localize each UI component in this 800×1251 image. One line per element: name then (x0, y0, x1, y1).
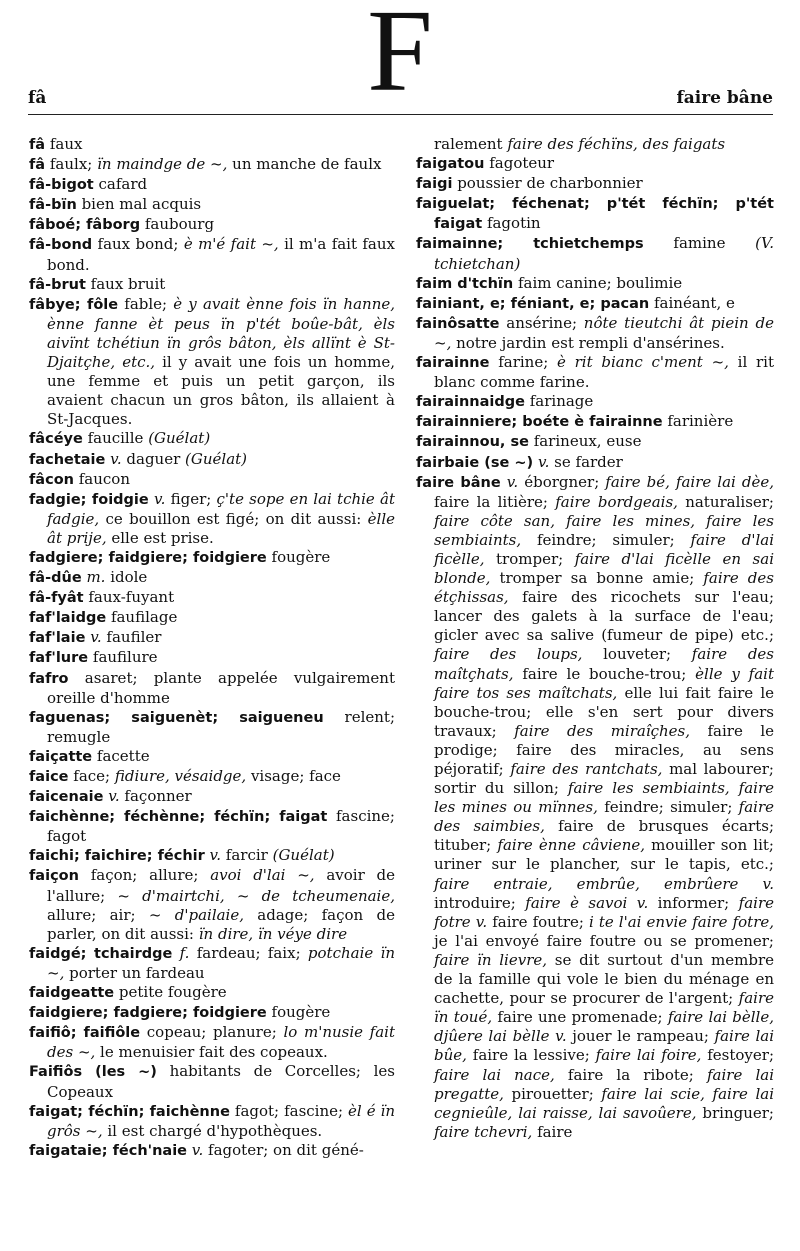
dictionary-entry: fairainniere; boéte è fairainne farinière (416, 412, 734, 431)
dictionary-entry: fairainnou, se farineux, euse (416, 432, 642, 451)
dictionary-entry: fâbye; fôle fable; è y avait ènne fois ïn hanne, ènne fanne èt peus ïn p'tét boûe-bât, èls aivïnt tchétiun ïn grôs bâton, èls allïnt è St-Djaitçhe, etc., il y avait une fois un homme, une femme et puis un petit garçon, ils avaient chacun un gros bâton, ils allaient à St-Jacques. (29, 294, 395, 429)
dictionary-entry: fâ faulx; ïn maindge de ~, un manche de faulx (29, 155, 382, 174)
dictionary-entry: faimainne; tchietchemps famine (V. tchietchan) (416, 234, 775, 273)
dictionary-entry: faidgé; tchairdge f. fardeau; faix; potchaie ïn ~, porter un fardeau (29, 943, 395, 982)
dictionary-entry: ralement faire des féchïns, des faigats (434, 135, 726, 153)
dictionary-entry: faidgiere; fadgiere; foidgiere fougère (29, 1003, 331, 1022)
running-head-right: faire bâne (676, 88, 773, 108)
dictionary-entry: faf'laidge faufilage (29, 608, 178, 627)
dictionary-entry: faiçon façon; allure; avoi d'lai ~, avoir de l'allure; ~ d'mairtchi, ~ de tcheumenaie, allure; air; ~ d'pailaie, adage; façon de parler, on dit aussi: ïn dire, ïn véye dire (29, 866, 395, 943)
dictionary-entry: fachetaie v. daguer (Guélat) (29, 449, 248, 468)
dictionary-entry: fâ-brut faux bruit (29, 274, 166, 293)
dictionary-entry: fâ faux (29, 135, 83, 153)
dictionary-entry: faidgeatte petite fougère (29, 983, 227, 1002)
dictionary-entry: faigatou fagoteur (416, 154, 555, 173)
dictionary-entry: faf'laie v. faufiler (29, 628, 162, 647)
dictionary-entry: fâ-fyât faux-fuyant (29, 588, 175, 607)
dictionary-entry: fainiant, e; féniant, e; pacan fainéant, e (416, 293, 735, 312)
dictionary-entry: faifiô; faifiôle copeau; planure; lo m'nusie fait des ~, le menuisier fait des copeaux. (29, 1023, 396, 1062)
dictionary-entry: faim d'tchïn faim canine; boulimie (416, 273, 683, 292)
dictionary-entry: fâcéye faucille (Guélat) (29, 429, 211, 448)
section-letter: F (367, 0, 433, 116)
dictionary-entry: faiguelat; féchenat; p'tét féchïn; p'tét faigat fagotin (416, 196, 774, 233)
left-column (29, 135, 395, 1161)
dictionary-entry: fâboé; fâborg faubourg (29, 215, 215, 234)
dictionary-entry: faicenaie v. façonner (29, 787, 192, 806)
dictionary-entry: fafro asaret; plante appelée vulgairement oreille d'homme (29, 668, 395, 707)
right-column (416, 135, 774, 1142)
dictionary-entry: faigataie; féch'naie v. fagoter; on dit géné- (29, 1140, 364, 1159)
running-head-left: fâ (28, 88, 47, 108)
dictionary-entry: Faifiôs (les ~) habitants de Corcelles; les Copeaux (29, 1062, 395, 1101)
dictionary-entry: faiçatte facette (29, 746, 150, 765)
dictionary-entry: fâ-bigot cafard (29, 175, 148, 194)
dictionary-entry: fairbaie (se ~) v. se farder (416, 452, 623, 471)
dictionary-entry: fâcon faucon (29, 469, 130, 488)
dictionary-entry: fadgie; foidgie v. figer; ç'te sope en lai tchie ât fadgie, ce bouillon est figé; on dit aussi: èlle ât prije, elle est prise. (29, 489, 395, 547)
dictionary-entry: fadgiere; faidgiere; foidgiere fougère (29, 547, 331, 566)
dictionary-entry: fairainne farine; è rit bianc c'ment ~, il rit blanc comme farine. (416, 353, 774, 392)
dictionary-entry: faichènne; féchènne; féchïn; faigat fascine; fagot (29, 807, 395, 846)
dictionary-entry: fainôsatte ansérine; nôte tieutchi ât piein de ~, notre jardin est rempli d'ansérines. (416, 313, 774, 352)
running-header (28, 88, 773, 115)
dictionary-entry: faigi poussier de charbonnier (416, 174, 643, 193)
dictionary-entry: fairainnaidge farinage (416, 392, 594, 411)
dictionary-entry: faire bâne v. éborgner; faire bé, faire lai dèe, faire la litière; faire bordgeais, naturaliser; faire côte san, faire les mines, faire les sembiaints, feindre; simuler; faire d'lai ficèlle, tromper; faire d'lai ficèlle en sai blonde, tromper sa bonne amie; faire des étçhissas, faire des ricochets sur l'eau; lancer des galets à la surface de l'eau; gicler avec sa salive (fumeur de pipe) etc.; faire des loups, louveter; faire des maîtçhats, faire le bouche-trou; èlle y fait faire tos ses maîtchats, elle lui fait faire le bouche-trou; elle s'en sert pour divers travaux; faire des miraîçhes, faire le prodige; faire des miracles, au sens péjoratif; faire des rantchats, mal labourer; sortir du sillon; faire les sembiaints, faire les mines ou mïnnes, feindre; simuler; faire des saimbies, faire de brusques écarts; tituber; faire ènne câviene, mouiller son lit; uriner sur le plancher, sur le tapis, etc.; faire entraie, embrûe, embrûere v. introduire; faire è savoi v. informer; faire fotre v. faire foutre; i te l'ai envie faire fotre, je l'ai envoyé faire foutre ou se promener; faire ïn lievre, se dit surtout d'un membre de la famille qui vole le bien du ménage en cachette, pour se procurer de l'argent; faire ïn toué, faire une promenade; faire lai bèlle, djûere lai bèlle v. jouer le rampeau; faire lai bûe, faire la lessive; faire lai foire, festoyer; faire lai nace, faire la ribote; faire lai pregatte, pirouetter; faire lai scie, faire lai cegnieûle, lai raisse, lai savoûere, bringuer; faire tchevri, faire (416, 472, 775, 1141)
dictionary-entry: faice face; fidiure, vésaidge, visage; face (29, 767, 341, 785)
dictionary-entry: faichi; faichire; féchir v. farcir (Guélat) (29, 846, 335, 865)
dictionary-entry: fâ-bïn bien mal acquis (29, 195, 202, 214)
dictionary-entry: fâ-dûe m. idole (29, 568, 148, 587)
dictionary-entry: faf'lure faufilure (29, 648, 158, 667)
dictionary-entry: fâ-bond faux bond; è m'é fait ~, il m'a fait faux bond. (29, 235, 395, 274)
dictionary-entry: faguenas; saiguenèt; saigueneu relent; remugle (29, 707, 395, 746)
dictionary-entry: faigat; féchïn; faichènne fagot; fascine; èl é ïn grôs ~, il est chargé d'hypothèques. (29, 1101, 396, 1140)
